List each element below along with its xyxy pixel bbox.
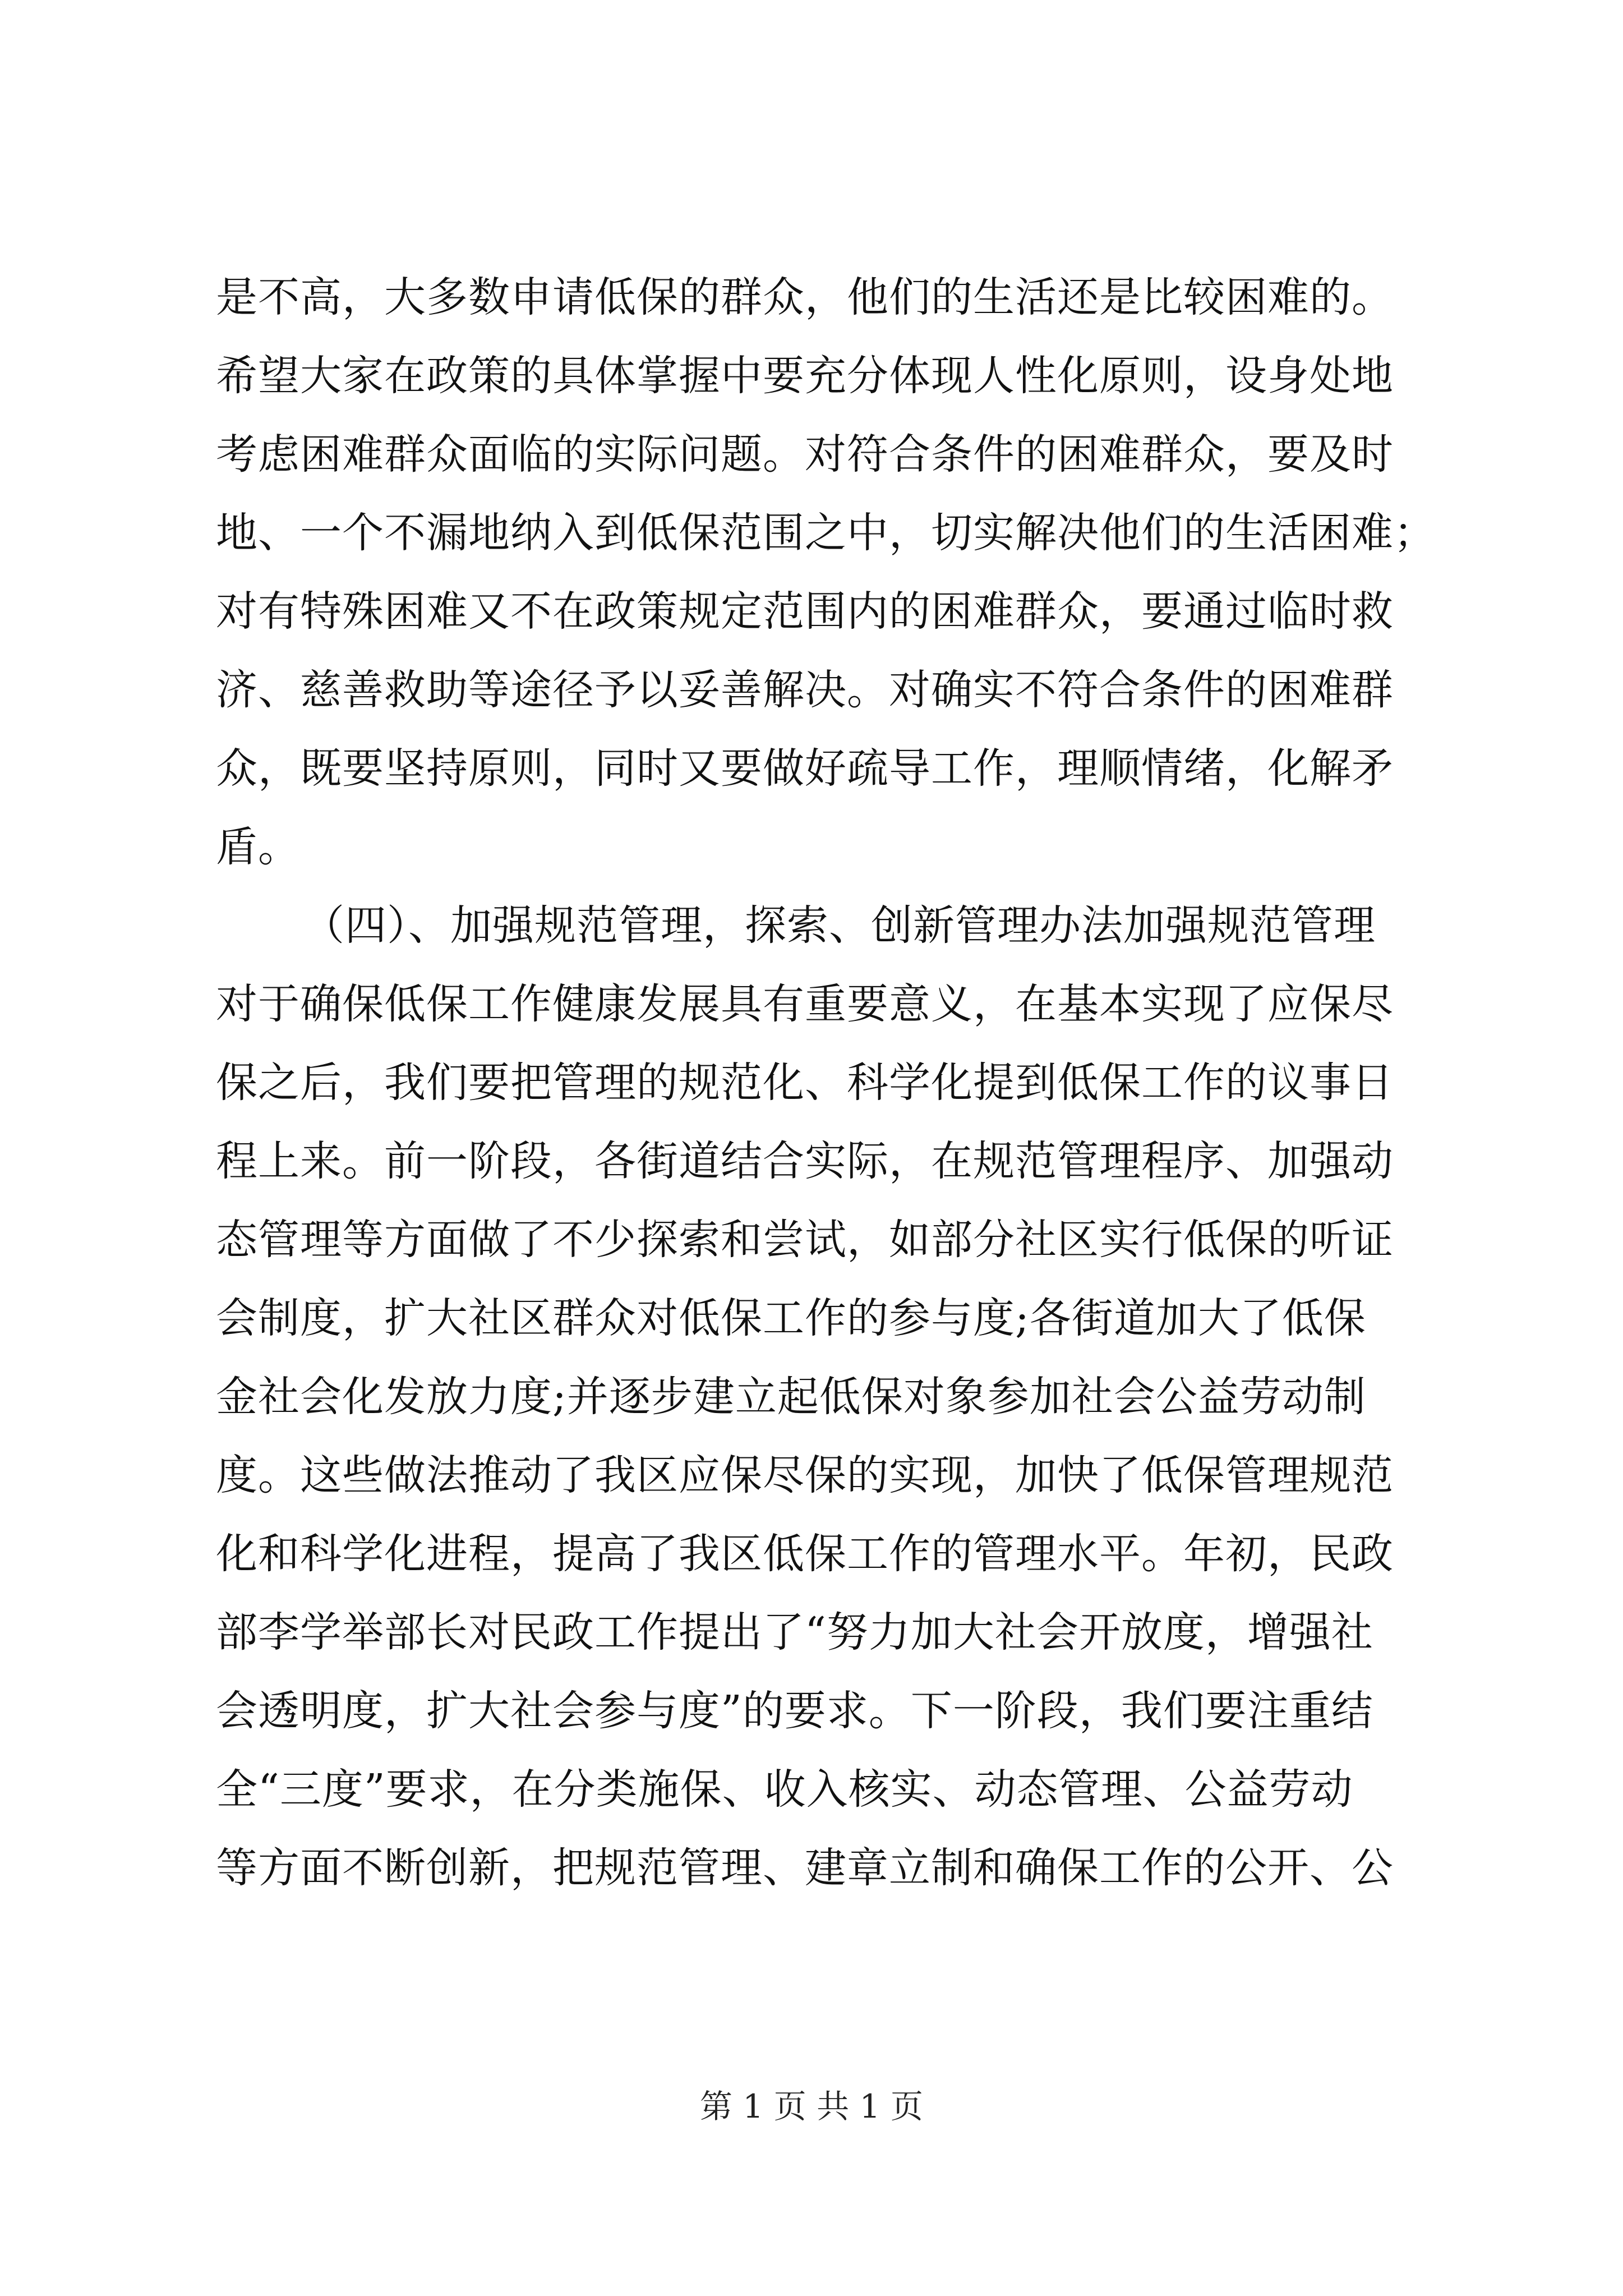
page-footer: 第 1 页 共 1 页 (700, 2087, 923, 2125)
text-line: 金社会化发放力度;并逐步建立起低保对象参加社会公益劳动制 (216, 1373, 1366, 1421)
text-line: 希望大家在政策的具体掌握中要充分体现人性化原则，设身处地 (216, 352, 1394, 400)
text-line: 部李学举部长对民政工作提出了“努力加大社会开放度，增强社 (216, 1608, 1373, 1657)
text-line: 化和科学化进程，提高了我区低保工作的管理水平。年初，民政 (216, 1530, 1394, 1578)
text-line: 是不高，大多数申请低保的群众，他们的生活还是比较困难的。 (216, 273, 1394, 321)
text-line: 程上来。前一阶段，各街道结合实际，在规范管理程序、加强动 (216, 1137, 1394, 1185)
text-line: 盾。 (216, 823, 300, 871)
text-line: 众，既要坚持原则，同时又要做好疏导工作，理顺情绪，化解矛 (216, 744, 1394, 793)
text-line: 济、慈善救助等途径予以妥善解决。对确实不符合条件的困难群 (216, 666, 1394, 714)
text-line: 对有特殊困难又不在政策规定范围内的困难群众，要通过临时救 (216, 587, 1394, 636)
text-line: 等方面不断创新，把规范管理、建章立制和确保工作的公开、公 (216, 1844, 1394, 1892)
text-line: 考虑困难群众面临的实际问题。对符合条件的困难群众，要及时 (216, 430, 1394, 478)
text-line: 会制度，扩大社区群众对低保工作的参与度;各街道加大了低保 (216, 1294, 1366, 1342)
text-line: 全“三度”要求，在分类施保、收入核实、动态管理、公益劳动 (216, 1765, 1353, 1814)
text-line: 态管理等方面做了不少探索和尝试，如部分社区实行低保的听证 (216, 1216, 1394, 1264)
text-line: 地、一个不漏地纳入到低保范围之中，切实解决他们的生活困难； (216, 509, 1436, 557)
text-line: 度。这些做法推动了我区应保尽保的实现，加快了低保管理规范 (216, 1451, 1394, 1499)
text-line: 保之后，我们要把管理的规范化、科学化提到低保工作的议事日 (216, 1059, 1394, 1107)
text-line: 对于确保低保工作健康发展具有重要意义，在基本实现了应保尽 (216, 980, 1394, 1028)
section-heading-line: （四）、加强规范管理，探索、创新管理办法加强规范管理 (303, 901, 1376, 950)
text-line: 会透明度，扩大社会参与度”的要求。下一阶段，我们要注重结 (216, 1687, 1373, 1735)
